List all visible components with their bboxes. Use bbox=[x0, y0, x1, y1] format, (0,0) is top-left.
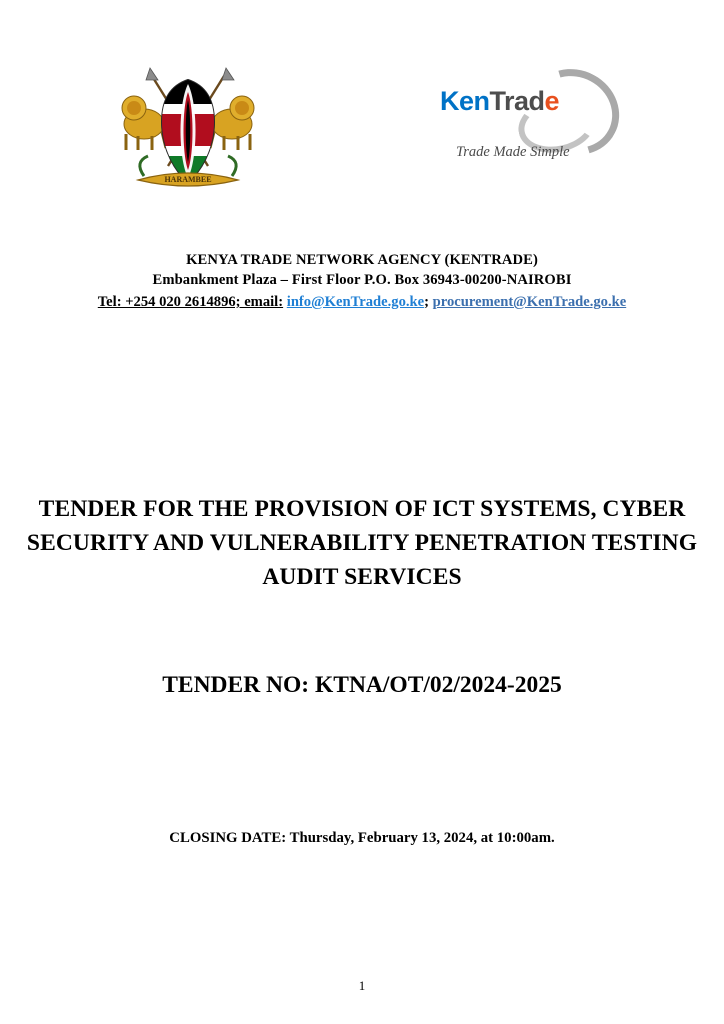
email-link-procurement[interactable]: procurement@KenTrade.go.ke bbox=[432, 294, 627, 310]
kentrade-tagline: Trade Made Simple bbox=[456, 144, 570, 160]
kentrade-wordmark bbox=[440, 86, 559, 117]
header-logos bbox=[0, 48, 724, 184]
tender-title: TENDER FOR THE PROVISION OF ICT SYSTEMS, CYBER SECURITY AND VULNERABILITY PENETRATION TESTING AUDIT SERVICES bbox=[26, 496, 698, 590]
kentrade-wordmark-ken: Ken bbox=[440, 86, 490, 116]
tender-number: TENDER NO: KTNA/OT/02/2024-2025 bbox=[162, 672, 562, 698]
kentrade-wordmark-e: e bbox=[544, 86, 560, 116]
kentrade-logo bbox=[432, 64, 602, 174]
email-separator: ; bbox=[424, 294, 429, 310]
coat-of-arms-motto: HARAMBEE bbox=[164, 175, 212, 184]
agency-address: Embankment Plaza – First Floor P.O. Box 36943-00200-NAIROBI bbox=[152, 272, 572, 288]
email-link-info[interactable]: info@KenTrade.go.ke bbox=[286, 294, 425, 310]
agency-contact-label: Tel: +254 020 2614896; email: bbox=[97, 294, 284, 310]
closing-date: CLOSING DATE: Thursday, February 13, 2024, at 10:00am. bbox=[169, 830, 555, 846]
kenya-coat-of-arms-icon bbox=[104, 58, 272, 198]
page-number: 1 bbox=[358, 978, 366, 993]
agency-details bbox=[0, 250, 724, 312]
kentrade-wordmark-trad: Trad bbox=[489, 86, 545, 116]
agency-name: KENYA TRADE NETWORK AGENCY (KENTRADE) bbox=[186, 252, 538, 268]
agency-contacts bbox=[0, 292, 724, 312]
